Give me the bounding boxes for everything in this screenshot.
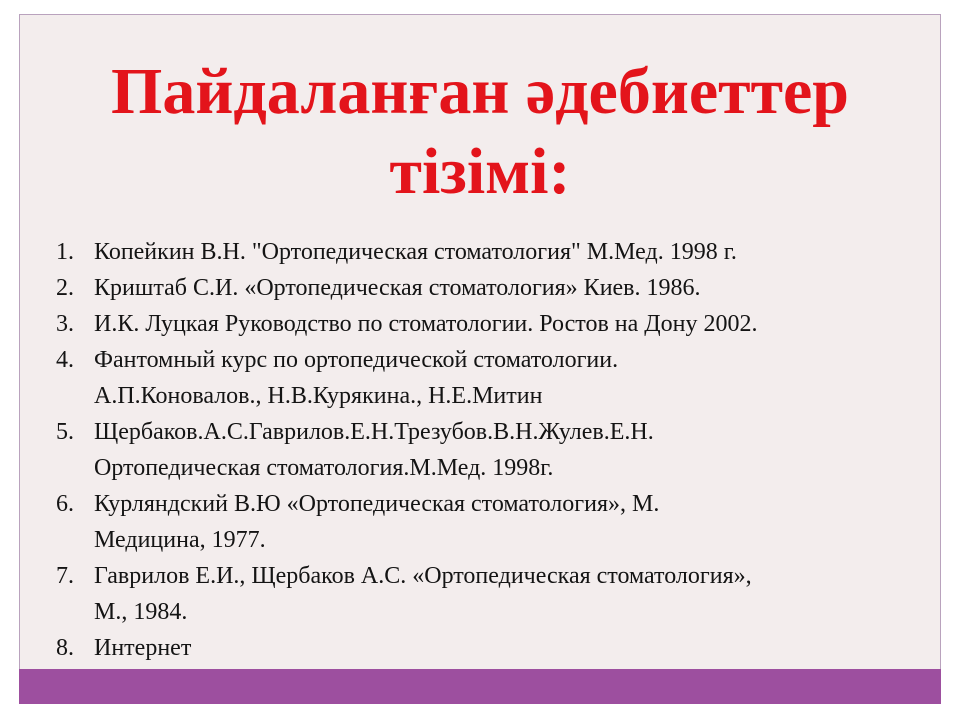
reference-number: 2.	[56, 275, 74, 301]
reference-line: Гаврилов Е.И., Щербаков А.С. «Ортопедическая стоматология»,	[94, 563, 752, 589]
reference-line: Фантомный курс по ортопедической стоматологии.	[94, 347, 619, 373]
reference-item	[56, 270, 916, 306]
reference-list	[56, 234, 916, 666]
reference-line: Курляндский В.Ю «Ортопедическая стоматология», М.	[94, 491, 660, 517]
title-line-2: тізімі:	[389, 135, 571, 208]
reference-line: Медицина, 1977.	[94, 527, 266, 553]
reference-number: 6.	[56, 491, 74, 517]
reference-text	[94, 630, 916, 666]
reference-number: 4.	[56, 347, 74, 373]
reference-item	[56, 486, 916, 558]
slide-title	[19, 52, 941, 212]
reference-line: Интернет	[94, 635, 192, 661]
reference-line: Криштаб С.И. «Ортопедическая стоматология» Киев. 1986.	[94, 275, 701, 301]
reference-item	[56, 558, 916, 630]
reference-line: Ортопедическая стоматология.М.Мед. 1998г.	[94, 455, 554, 481]
reference-text	[94, 414, 916, 486]
title-line-1: Пайдаланған әдебиеттер	[110, 55, 850, 128]
bottom-accent-bar	[19, 669, 941, 704]
reference-line: Щербаков.А.С.Гаврилов.Е.Н.Трезубов.В.Н.Жулев.Е.Н.	[94, 419, 654, 445]
reference-number: 5.	[56, 419, 74, 445]
reference-text	[94, 486, 916, 558]
reference-text	[94, 342, 916, 414]
reference-number: 1.	[56, 239, 74, 265]
reference-item	[56, 234, 916, 270]
reference-text	[94, 270, 916, 306]
reference-text	[94, 306, 916, 342]
reference-line: Копейкин В.Н. "Ортопедическая стоматология" М.Мед. 1998 г.	[94, 239, 737, 265]
reference-item	[56, 342, 916, 414]
reference-text	[94, 234, 916, 270]
reference-number: 8.	[56, 635, 74, 661]
reference-item	[56, 306, 916, 342]
reference-number: 7.	[56, 563, 74, 589]
reference-line: М., 1984.	[94, 599, 188, 625]
reference-number: 3.	[56, 311, 74, 337]
reference-line: И.К. Луцкая Руководство по стоматологии. Ростов на Дону 2002.	[94, 311, 758, 337]
reference-item	[56, 630, 916, 666]
reference-item	[56, 414, 916, 486]
reference-text	[94, 558, 916, 630]
reference-line: А.П.Коновалов., Н.В.Курякина., Н.Е.Митин	[94, 383, 543, 409]
